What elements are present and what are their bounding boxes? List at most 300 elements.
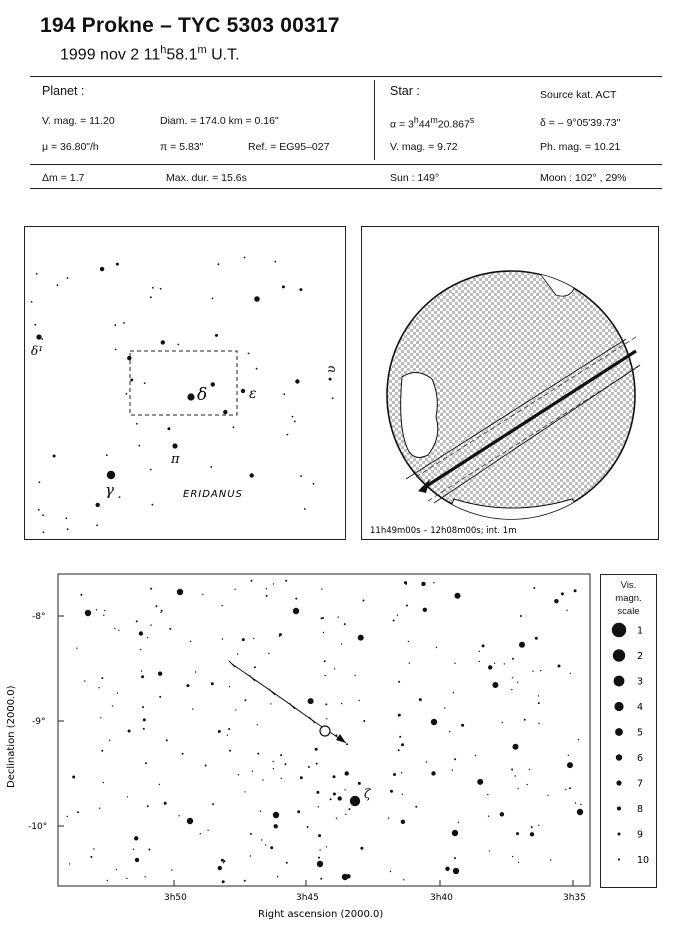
field-star (265, 844, 266, 845)
field-star (318, 806, 319, 807)
field-star (358, 635, 364, 641)
scale-label-5: 5 (637, 727, 644, 739)
star-bright-ne (254, 296, 260, 302)
field-star (454, 857, 456, 859)
finder-star (100, 267, 104, 271)
field-star (336, 818, 337, 819)
field-star (558, 665, 561, 668)
field-star (257, 753, 259, 755)
field-star (261, 839, 262, 840)
finder-star (96, 524, 98, 526)
field-star (538, 825, 539, 826)
field-star (84, 680, 85, 681)
field-star (402, 794, 403, 795)
scale-dot-8 (617, 807, 621, 811)
field-star (531, 826, 533, 828)
field-star (315, 748, 318, 751)
track-tick (249, 675, 255, 681)
finder-star (329, 378, 332, 381)
field-star (502, 722, 503, 723)
scale-dot-4 (614, 702, 623, 711)
field-star (237, 653, 238, 654)
xtick-2: 3h45 (296, 893, 319, 903)
field-star (344, 789, 345, 790)
finder-star (210, 466, 212, 468)
field-star (195, 671, 196, 672)
field-star (519, 642, 525, 648)
scale-label-6: 6 (637, 753, 644, 764)
field-star (114, 628, 115, 629)
label-pi: π (171, 452, 180, 467)
field-star (286, 862, 288, 864)
field-star (103, 615, 104, 616)
field-star (141, 675, 144, 678)
field-star (101, 677, 103, 679)
field-star (147, 637, 148, 638)
field-star (363, 600, 365, 602)
finder-star (282, 285, 285, 288)
field-star (205, 765, 207, 767)
field-star (358, 782, 361, 785)
field-star (268, 653, 269, 654)
track-tick (289, 703, 295, 709)
field-star (326, 846, 327, 847)
field-star (228, 728, 230, 730)
finder-star (53, 455, 56, 458)
field-star (325, 675, 326, 676)
target-star (350, 796, 360, 806)
field-star (135, 858, 139, 862)
field-star (561, 592, 564, 595)
field-star (67, 816, 68, 817)
field-star (333, 775, 336, 778)
field-star (398, 714, 401, 717)
field-star (207, 830, 208, 831)
target-label: ζ (364, 787, 371, 801)
planet-vmag: V. mag. = 11.20 (42, 115, 115, 127)
field-star (421, 582, 425, 586)
star-pi-eri (172, 443, 177, 448)
field-star (455, 593, 461, 599)
field-star (322, 617, 324, 619)
field-star (500, 812, 504, 816)
field-star (406, 605, 408, 607)
field-star (454, 758, 456, 760)
finder-star (38, 509, 40, 511)
field-star (244, 880, 246, 882)
field-star (360, 847, 363, 850)
finder-star (130, 379, 133, 382)
field-star (308, 766, 310, 768)
bright-star (342, 874, 348, 880)
field-star (253, 638, 254, 639)
finder-star (123, 322, 125, 324)
asteroid-track (229, 661, 346, 743)
field-star (415, 806, 417, 808)
field-star (136, 620, 138, 622)
finder-star (31, 301, 33, 303)
y-axis-label: Declination (2000.0) (6, 685, 17, 788)
xtick-4: 3h35 (563, 893, 586, 903)
field-star (477, 779, 483, 785)
column-divider (374, 80, 375, 160)
field-star (345, 814, 346, 815)
globe-panel (361, 226, 659, 540)
field-star (419, 698, 422, 701)
field-star (227, 735, 228, 736)
track-tick (309, 717, 315, 723)
field-star (512, 856, 513, 857)
star-phmag: Ph. mag. = 10.21 (540, 141, 621, 153)
finder-star (300, 475, 302, 477)
field-star (252, 770, 253, 771)
field-star (408, 641, 409, 642)
field-star (487, 794, 488, 795)
field-star (242, 638, 245, 641)
field-star (270, 846, 273, 849)
field-star (489, 850, 490, 851)
globe-canvas (362, 227, 658, 539)
bright-star (577, 809, 583, 815)
field-star (426, 761, 427, 762)
bright-star (273, 812, 279, 818)
field-star (69, 863, 70, 864)
magnitude-scale (600, 574, 657, 888)
field-star (101, 750, 103, 752)
planet-heading: Planet : (42, 84, 85, 98)
field-star (109, 740, 110, 741)
scale-dot-10 (618, 858, 620, 860)
field-star (397, 615, 398, 616)
field-star (117, 693, 118, 694)
field-star (538, 695, 539, 696)
finder-chart-canvas (25, 227, 345, 539)
field-star (211, 682, 214, 685)
field-star (190, 641, 191, 642)
field-star (155, 605, 157, 607)
label-epsilon: ε (249, 386, 257, 402)
field-star (488, 816, 489, 817)
xtick-3: 3h40 (430, 893, 453, 903)
star-source: Source kat. ACT (540, 89, 617, 101)
finder-star (211, 382, 215, 386)
scale-label-3: 3 (637, 676, 644, 688)
field-star (338, 616, 339, 617)
field-star (532, 670, 533, 671)
finder-star (215, 334, 218, 337)
scale-label-2: 2 (637, 651, 644, 662)
field-star (266, 595, 268, 597)
field-star (323, 632, 324, 633)
finder-star (212, 298, 214, 300)
finder-star (138, 445, 140, 447)
field-star (273, 768, 274, 769)
finder-star (116, 263, 119, 266)
field-star (222, 605, 223, 606)
field-star (341, 643, 342, 644)
asteroid-position (320, 726, 330, 736)
field-star (354, 675, 355, 676)
mid-rule (30, 164, 662, 165)
field-star (251, 580, 253, 582)
field-star (580, 804, 581, 805)
scale-title: Vis. magn. scale (615, 580, 642, 617)
field-star (222, 638, 223, 639)
field-star (535, 637, 538, 640)
finder-star (150, 296, 152, 298)
x-axis-label: Right ascension (2000.0) (258, 909, 384, 920)
field-star (334, 668, 335, 669)
finder-star (295, 379, 299, 383)
field-star (529, 769, 530, 770)
field-star (90, 856, 92, 858)
field-star (133, 849, 134, 850)
scale-label-10: 10 (637, 855, 650, 866)
ytick-1: -8° (32, 612, 46, 622)
field-star (524, 719, 526, 721)
field-star (147, 805, 149, 807)
field-star (158, 672, 162, 676)
field-star (578, 739, 579, 740)
field-star (452, 769, 453, 770)
field-star (492, 682, 498, 688)
field-star (142, 706, 144, 708)
max-duration: Max. dur. = 15.6s (166, 172, 247, 184)
finder-star (96, 503, 100, 507)
field-star (285, 580, 287, 582)
field-star (150, 624, 151, 625)
field-star (345, 771, 349, 775)
field-star (401, 772, 402, 773)
field-star (166, 739, 168, 741)
field-star (319, 849, 320, 850)
field-star (218, 866, 222, 870)
finder-star (57, 284, 59, 286)
finder-star (223, 410, 227, 414)
finder-star (67, 277, 69, 279)
field-star (93, 848, 94, 849)
field-star (566, 610, 567, 611)
finder-star (144, 382, 146, 384)
field-star (516, 832, 519, 835)
planet-diam: Diam. = 174.0 km = 0.16" (160, 115, 279, 127)
finder-star (42, 514, 44, 516)
scale-label-8: 8 (637, 804, 644, 815)
field-star (116, 869, 117, 870)
field-star (517, 682, 518, 683)
ytick-2: -9° (32, 717, 46, 727)
sun-elongation: Sun : 149° (390, 172, 440, 184)
field-star (295, 598, 297, 600)
field-star (504, 663, 505, 664)
page-title: 194 Prokne – TYC 5303 00317 (40, 14, 340, 37)
field-star (318, 834, 321, 837)
field-star (530, 832, 534, 836)
field-star (540, 670, 541, 671)
field-star (431, 771, 435, 775)
field-star (254, 666, 256, 668)
field-star (565, 789, 566, 790)
field-star (453, 692, 454, 693)
star-epsilon-eri (241, 389, 245, 393)
field-star (235, 709, 236, 710)
field-star (403, 879, 404, 880)
field-star (575, 802, 576, 803)
star-delta-eri (187, 393, 194, 400)
field-star (512, 677, 513, 678)
field-star (405, 583, 407, 585)
finder-star (106, 454, 108, 456)
field-star (538, 723, 539, 724)
star-vmag: V. mag. = 9.72 (390, 141, 458, 153)
field-star (550, 859, 551, 860)
finder-star (65, 517, 67, 519)
finder-star (126, 393, 128, 395)
detail-chart (0, 570, 600, 920)
field-star (144, 876, 145, 877)
finder-star (161, 340, 165, 344)
field-star (444, 707, 445, 708)
field-star (570, 673, 571, 674)
label-delta1: δ¹ (31, 344, 44, 358)
field-star (250, 855, 251, 856)
field-star (202, 594, 203, 595)
finder-star (304, 508, 306, 510)
field-star (164, 802, 167, 805)
scale-dot-1 (612, 623, 626, 637)
finder-star (41, 338, 43, 340)
finder-star (67, 528, 69, 530)
field-star (300, 776, 303, 779)
finder-star (218, 263, 220, 265)
field-star (423, 608, 427, 612)
field-star (316, 763, 318, 765)
field-star (520, 615, 522, 617)
planet-mu: μ = 36.80"/h (42, 141, 99, 153)
star-alpha: $\alpha = 3^h44^m20.867^s$ (390, 115, 475, 131)
finder-star (294, 421, 296, 423)
field-rectangle (130, 351, 237, 415)
field-star (574, 589, 577, 592)
field-star (285, 763, 287, 765)
finder-star (136, 423, 138, 425)
finder-star (115, 349, 117, 351)
field-star (161, 610, 163, 612)
field-star (260, 811, 261, 812)
field-star (72, 776, 75, 779)
detail-chart-wrap (0, 570, 600, 920)
finder-star (250, 473, 254, 477)
bright-star (293, 608, 299, 614)
finder-star (160, 288, 162, 290)
field-star (281, 778, 282, 779)
label-eridanus: ERIDANUS (183, 489, 243, 500)
field-star (511, 689, 512, 690)
finder-star (127, 356, 131, 360)
top-rule (30, 76, 662, 77)
field-star (96, 609, 97, 610)
bright-star (177, 589, 183, 595)
scale-dot-6 (616, 754, 622, 760)
field-star (143, 718, 146, 721)
bright-star (431, 719, 437, 725)
field-star (134, 836, 138, 840)
field-star (393, 620, 395, 622)
finder-star (274, 261, 276, 263)
star-heading: Star : (390, 84, 420, 98)
field-star (458, 822, 459, 823)
field-star (349, 808, 351, 810)
field-star (274, 824, 278, 828)
field-star (393, 773, 396, 776)
finder-star (177, 344, 179, 346)
field-star (307, 826, 309, 828)
field-star (433, 582, 434, 583)
planet-ref: Ref. = EG95–027 (248, 141, 330, 153)
field-star (192, 708, 193, 709)
finder-star (292, 416, 294, 418)
field-star (234, 589, 235, 590)
finder-star (299, 288, 302, 291)
finder-star (313, 483, 315, 485)
field-star (511, 769, 513, 771)
field-star (77, 811, 79, 813)
field-star (308, 698, 314, 704)
scale-label-7: 7 (637, 778, 644, 790)
field-star (363, 720, 365, 722)
ytick-3: -10° (28, 822, 48, 832)
track-tick (229, 661, 235, 667)
field-star (257, 724, 258, 725)
event-time: 1999 nov 2 11$^h$58.1$^m$ U.T. (60, 44, 240, 64)
field-star (330, 798, 332, 800)
scale-dot-3 (614, 676, 625, 687)
field-star (338, 796, 342, 800)
finder-star (287, 434, 289, 436)
field-star (182, 753, 184, 755)
field-star (140, 649, 141, 650)
scale-dot-9 (618, 833, 621, 836)
field-star (479, 651, 480, 652)
field-star (222, 880, 225, 883)
field-star (159, 784, 160, 785)
field-star (118, 630, 119, 631)
scale-canvas (601, 618, 656, 874)
globe-time-caption: 11h49m00s – 12h08m00s; int. 1m (370, 526, 517, 536)
field-star (178, 815, 179, 816)
field-star (401, 820, 405, 824)
field-star (100, 717, 101, 718)
field-star (488, 665, 492, 669)
finder-star (152, 504, 154, 506)
star-delta: δ = – 9°05'39.73" (540, 117, 621, 129)
field-star (482, 644, 485, 647)
field-star (341, 703, 342, 704)
field-star (99, 808, 100, 809)
field-star (316, 791, 319, 794)
bottom-rule (30, 188, 662, 189)
label-gamma: γ (105, 481, 114, 499)
field-star (479, 661, 480, 662)
field-star (212, 803, 214, 805)
field-star (518, 862, 519, 863)
field-star (262, 779, 263, 780)
field-star (279, 636, 280, 637)
finder-star (244, 257, 246, 259)
field-star (250, 833, 252, 835)
field-star (270, 703, 271, 704)
bright-star (317, 861, 323, 867)
